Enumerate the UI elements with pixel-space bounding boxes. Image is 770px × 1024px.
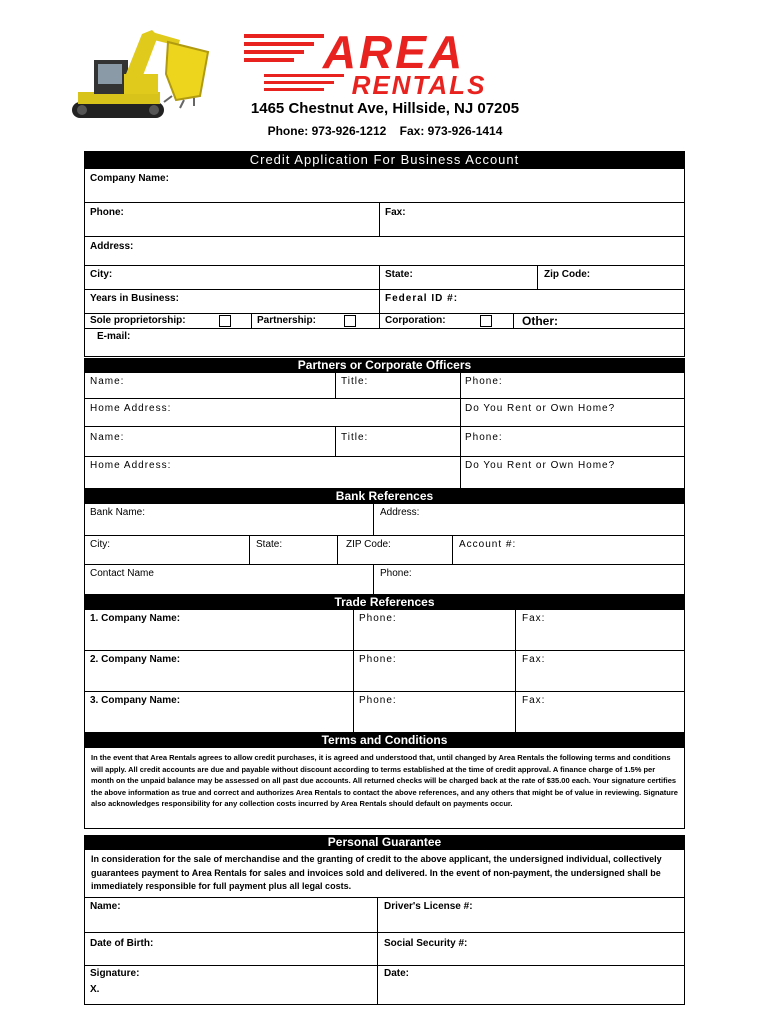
- license-label: Driver's License #:: [384, 901, 473, 912]
- trade2-company-label: 2. Company Name:: [90, 654, 181, 665]
- bank-city-row[interactable]: [84, 536, 685, 565]
- phone-fax-row[interactable]: [84, 203, 685, 237]
- partner1-title-cell[interactable]: [335, 373, 369, 398]
- ssn-label: Social Security #:: [384, 938, 468, 949]
- city-label: City:: [90, 269, 113, 280]
- trade3-phone-cell[interactable]: [353, 692, 397, 732]
- partner2-title-cell[interactable]: [335, 427, 369, 456]
- bank-zip-cell[interactable]: [337, 536, 391, 564]
- fax-cell[interactable]: [379, 203, 406, 236]
- terms-text: In the event that Area Rentals agrees to allow credit purchases, it is agreed and understood that, until changed by Area Rentals the following terms and conditions will apply. All credit accounts are due and payable without discount according to terms established at the time of credit approval. A finance charge of 1.5% per month on the unpaid balance may be assessed on all past due accounts. All returned checks will be charged back at the rate of $35.00 each. Your signature certifies the above information as true and correct and authorizes Area Rentals to contact the above references, and any others that might be of value in reviewing. Signature also acknowledges responsibility for any collection costs incurred by Area Rentals should default on payments occur.: [91, 753, 678, 808]
- trade1-fax-label: Fax:: [522, 613, 546, 624]
- bank-state-cell[interactable]: [249, 536, 283, 564]
- company-name-label: Company Name:: [90, 173, 169, 184]
- bank-zip-label: ZIP Code:: [346, 539, 391, 550]
- trade3-row[interactable]: [84, 692, 685, 733]
- trade2-row[interactable]: [84, 651, 685, 692]
- ssn-cell[interactable]: [377, 933, 468, 965]
- state-cell[interactable]: [379, 266, 413, 289]
- partner1-address-row[interactable]: [84, 399, 685, 427]
- partner2-rent-own-cell[interactable]: [460, 457, 616, 488]
- trade1-company-label: 1. Company Name:: [90, 613, 181, 624]
- state-label: State:: [385, 269, 413, 280]
- bank-phone-cell[interactable]: [373, 565, 412, 594]
- federal-id-label: Federal ID #:: [385, 293, 459, 304]
- bank-account-cell[interactable]: [452, 536, 517, 564]
- bank-city-label: City:: [90, 539, 110, 550]
- company-phone-fax: Phone: 973-926-1212 Fax: 973-926-1414: [267, 124, 503, 138]
- trade3-phone-label: Phone:: [359, 695, 397, 706]
- company-name-row[interactable]: [84, 169, 685, 203]
- partner2-home-address-label: Home Address:: [90, 460, 172, 471]
- years-label: Years in Business:: [90, 293, 179, 304]
- guarantee-text: In consideration for the sale of merchandise and the granting of credit to the above applicant, the undersigned individual, collectively guarantees payment to Area Rentals for sales and invoices sold and delivered. In the event of non-payment, the undersigned shall be immediately responsible for full payment plus all legal costs.: [91, 854, 662, 891]
- business-type-row: [84, 314, 685, 329]
- guarantee-text-box: [84, 850, 685, 898]
- email-row[interactable]: [84, 329, 685, 357]
- other-label: Other:: [522, 314, 558, 328]
- trade2-phone-label: Phone:: [359, 654, 397, 665]
- federal-id-cell[interactable]: [379, 290, 459, 313]
- credit-application-form: [84, 151, 685, 1005]
- guarantee-name-label: Name:: [90, 901, 121, 912]
- section-title-partners: Partners or Corporate Officers: [84, 358, 685, 373]
- section-title-credit-application: Credit Application For Business Account: [84, 151, 685, 169]
- section-title-trade: Trade References: [84, 595, 685, 610]
- fax-label: Fax:: [385, 207, 406, 218]
- partner2-phone-label: Phone:: [465, 432, 503, 443]
- partner1-phone-label: Phone:: [465, 376, 503, 387]
- trade3-company-label: 3. Company Name:: [90, 695, 181, 706]
- trade1-row[interactable]: [84, 610, 685, 651]
- bank-name-label: Bank Name:: [90, 507, 146, 518]
- guarantee-dob-row[interactable]: [84, 933, 685, 966]
- logo-text-rentals: RENTALS: [351, 70, 487, 98]
- address-label: Address:: [90, 241, 134, 252]
- corporation-label: Corporation:: [385, 315, 446, 326]
- partner1-home-address-label: Home Address:: [90, 403, 172, 414]
- partner2-name-row[interactable]: [84, 427, 685, 457]
- license-cell[interactable]: [377, 898, 473, 932]
- trade2-fax-label: Fax:: [522, 654, 546, 665]
- guarantee-name-row[interactable]: [84, 898, 685, 933]
- excavator-image: [68, 22, 218, 126]
- signature-x-label: X.: [90, 984, 100, 995]
- sole-proprietorship-checkbox[interactable]: [219, 315, 231, 327]
- partner2-title-label: Title:: [341, 432, 369, 443]
- phone-label: Phone:: [90, 207, 124, 218]
- years-federal-row[interactable]: [84, 290, 685, 314]
- logo-text-area: AREA: [322, 28, 466, 78]
- partner2-phone-cell[interactable]: [460, 427, 503, 456]
- terms-box: [84, 748, 685, 829]
- guarantee-signature-row[interactable]: [84, 966, 685, 1005]
- section-title-terms: Terms and Conditions: [84, 733, 685, 748]
- address-row[interactable]: [84, 237, 685, 266]
- partner1-name-label: Name:: [90, 376, 125, 387]
- partner2-rent-own-label: Do You Rent or Own Home?: [465, 460, 616, 471]
- date-cell[interactable]: [377, 966, 410, 1004]
- section-title-bank: Bank References: [84, 489, 685, 504]
- bank-state-label: State:: [256, 539, 283, 550]
- trade1-phone-label: Phone:: [359, 613, 397, 624]
- area-rentals-logo: [244, 28, 524, 98]
- partner2-address-row[interactable]: [84, 457, 685, 489]
- email-label: E-mail:: [97, 331, 131, 342]
- corporation-cell: [379, 314, 446, 328]
- trade2-phone-cell[interactable]: [353, 651, 397, 691]
- bank-contact-label: Contact Name: [90, 568, 154, 579]
- partner1-rent-own-label: Do You Rent or Own Home?: [465, 403, 616, 414]
- company-address: 1465 Chestnut Ave, Hillside, NJ 07205: [250, 100, 520, 117]
- bank-phone-label: Phone:: [380, 568, 412, 579]
- partner1-phone-cell[interactable]: [460, 373, 503, 398]
- corporation-checkbox[interactable]: [480, 315, 492, 327]
- bank-account-label: Account #:: [459, 539, 517, 550]
- partnership-checkbox[interactable]: [344, 315, 356, 327]
- partnership-label: Partnership:: [257, 315, 316, 326]
- zip-label: Zip Code:: [544, 269, 591, 280]
- sole-proprietorship-label: Sole proprietorship:: [90, 315, 186, 326]
- other-cell[interactable]: [513, 314, 558, 328]
- trade2-fax-cell[interactable]: [515, 651, 546, 691]
- zip-cell[interactable]: [537, 266, 591, 289]
- partner1-title-label: Title:: [341, 376, 369, 387]
- partnership-cell: [251, 314, 316, 328]
- trade1-fax-cell[interactable]: [515, 610, 546, 650]
- bank-contact-row[interactable]: [84, 565, 685, 595]
- bank-name-row[interactable]: [84, 504, 685, 536]
- city-state-zip-row[interactable]: [84, 266, 685, 290]
- partner1-rent-own-cell[interactable]: [460, 399, 616, 426]
- partner2-name-label: Name:: [90, 432, 125, 443]
- trade3-fax-label: Fax:: [522, 695, 546, 706]
- signature-label: Signature:: [90, 968, 140, 979]
- bank-address-label: Address:: [380, 507, 420, 518]
- trade1-phone-cell[interactable]: [353, 610, 397, 650]
- partner1-name-row[interactable]: [84, 373, 685, 399]
- dob-label: Date of Birth:: [90, 938, 154, 949]
- trade3-fax-cell[interactable]: [515, 692, 546, 732]
- section-title-guarantee: Personal Guarantee: [84, 835, 685, 850]
- date-label: Date:: [384, 968, 410, 979]
- bank-address-cell[interactable]: [373, 504, 420, 535]
